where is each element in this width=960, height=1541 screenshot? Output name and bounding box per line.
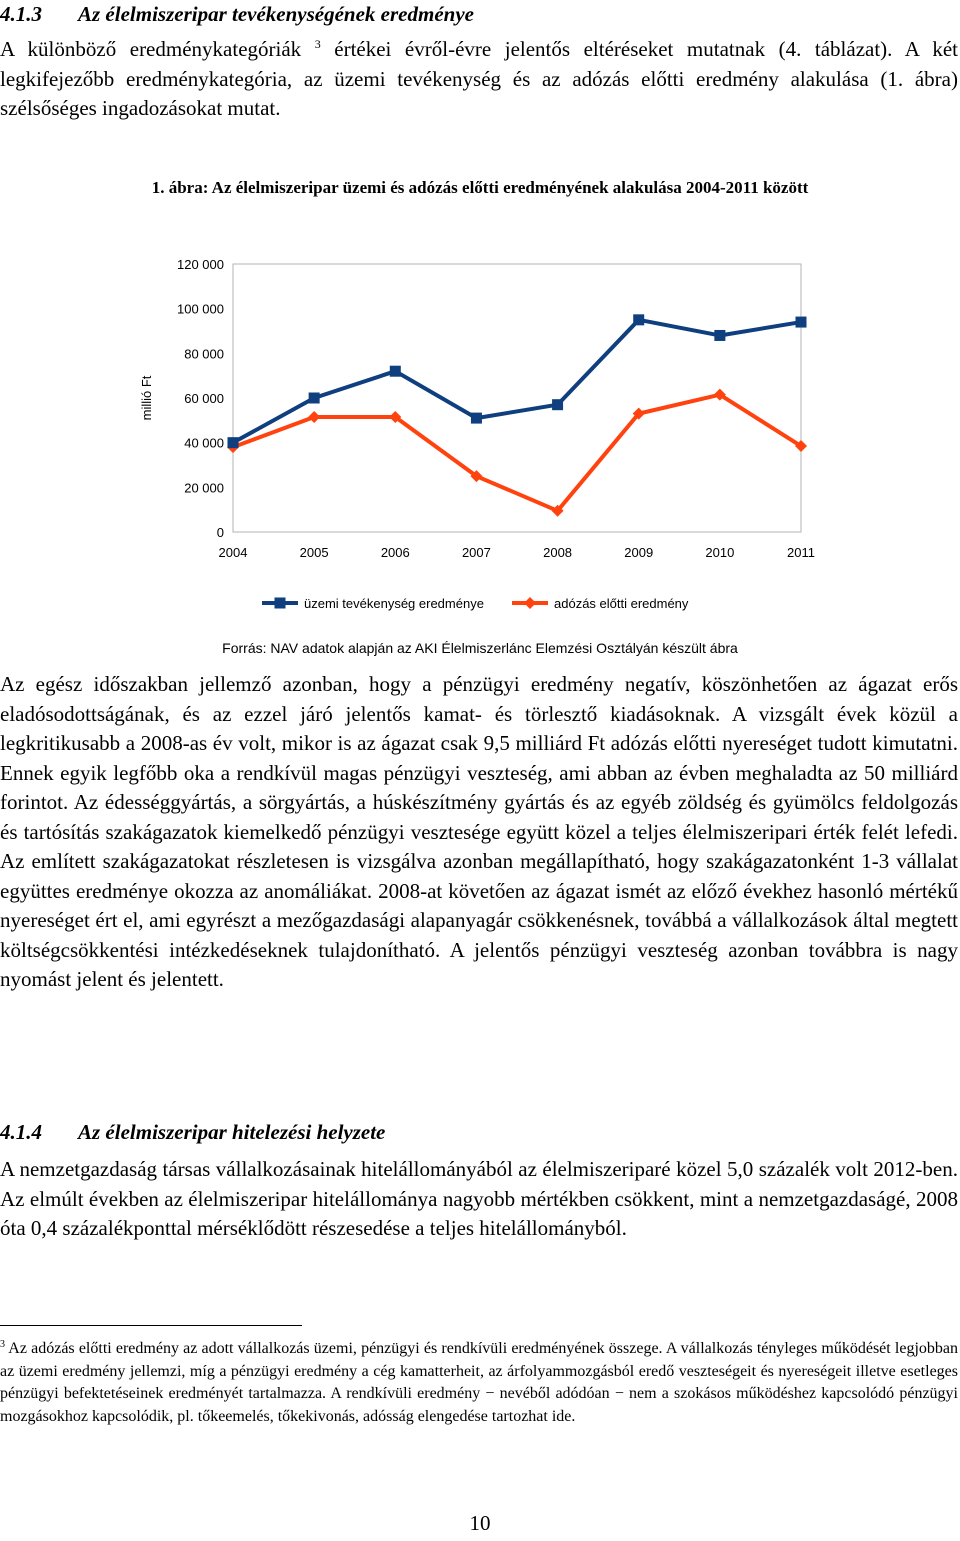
- y-axis-label: millió Ft: [139, 375, 154, 421]
- paragraph-financial-result: Az egész időszakban jellemző azonban, hogy a pénzügyi eredmény negatív, köszönhetően az ágazat erős eladósodottságának, és az ezzel járó jelentős kamat- és törlesztő kiadásoknak. A vizsgált évek közül a legkritikusabb a 2008-as év volt, mikor is az ágazat csak 9,5 milliárd Ft adózás előtti nyereséget tudott kimutatni. Ennek egyik legfőbb oka a rendkívül magas pénzügyi veszteség, ami abban az évben meghaladta az 50 milliárd forintot. Az édességgyártás, a sörgyártás, a húskészítmény gyártás és az egyéb zöldség és gyümölcs feldolgozás és tartósítás szakágazatok kiemelkedő pénzügyi vesztesége együtt közel a teljes élelmiszeripari érték felét lefedi. Az említett szakágazatokat részletesen is vizsgálva azonban megállapítható, hogy szakágazatonként 1-3 vállalat együttes eredménye okozza az anomáliákat. 2008-at követően az ágazat ismét az előző évekhez hasonló mértékű nyereséget ért el, ami egyrészt a mezőgazdasági alapanyagár csökkenésnek, továbbá a vállalkozások által megtett költségcsökkentési intézkedéseknek tulajdonítható. A jelentős pénzügyi veszteség azonban továbbra is nagy nyomást jelent és jelentett.: [0, 672, 958, 991]
- data-point: [471, 413, 482, 424]
- data-point: [228, 437, 239, 448]
- figure-caption: 1. ábra: Az élelmiszeripar üzemi és adózás előtti eredményének alakulása 2004-2011 között: [151, 178, 809, 197]
- y-tick-label: 0: [216, 525, 224, 540]
- legend-label: üzemi tevékenység eredménye: [304, 596, 484, 611]
- data-point: [796, 317, 807, 328]
- section-title: Az élelmiszeripar tevékenységének eredménye: [78, 2, 474, 26]
- figure-source: Forrás: NAV adatok alapján az AKI Élelmiszerlánc Elemzési Osztályán készült ábra: [222, 640, 738, 656]
- y-tick-label: 120 000: [177, 257, 224, 272]
- footnote-mark: 3: [0, 1339, 5, 1350]
- paragraph-intro-text: A különböző eredménykategóriák: [0, 37, 302, 61]
- footnote-reference[interactable]: 3: [314, 37, 321, 51]
- y-tick-label: 60 000: [184, 391, 224, 406]
- y-tick-label: 100 000: [177, 301, 224, 317]
- legend-label: adózás előtti eredmény: [554, 596, 689, 611]
- data-point: [633, 314, 644, 325]
- page-number: 10: [469, 1511, 491, 1535]
- x-tick-label: 2009: [624, 545, 654, 560]
- section-title: Az élelmiszeripar hitelezési helyzete: [78, 1120, 386, 1144]
- y-tick-label: 80 000: [184, 346, 224, 362]
- section-heading-4-1-3: [0, 2, 474, 26]
- data-point: [309, 393, 320, 404]
- x-tick-label: 2010: [705, 545, 735, 560]
- data-point: [714, 330, 725, 341]
- footnote: [0, 1338, 958, 1428]
- x-axis-tick-labels: [219, 545, 815, 560]
- legend-marker: [524, 597, 536, 609]
- x-tick-label: 2007: [461, 545, 491, 560]
- section-number: 4.1.4: [0, 1120, 42, 1144]
- paragraph-intro: [0, 35, 958, 124]
- x-tick-label: 2008: [543, 545, 573, 560]
- data-point: [308, 411, 320, 423]
- legend-item: [262, 596, 484, 611]
- legend-marker: [275, 598, 286, 609]
- y-axis-tick-labels: [177, 257, 224, 540]
- paragraph-intro-text-rest: értékei évről-évre jelentős eltéréseket mutatnak (4. táblázat). A két legkifejezőbb eredménykategória, az üzemi tevékenység és az adózás előtti eredmény alakulása (1. ábra) szélsőséges ingadozásokat mutat.: [0, 37, 959, 120]
- section-number: 4.1.3: [0, 2, 42, 26]
- series-2: [227, 389, 807, 517]
- data-point: [390, 366, 401, 377]
- paragraph-credit: A nemzetgazdaság társas vállalkozásainak hitelállományából az élelmiszeriparé közel 5,0 százalék volt 2012-ben. Az elmúlt években az élelmiszeripar hitelállománya nagyobb mértékben csökkent, mint a nemzetgazdaságé, 2008 óta 0,4 százalékponttal mérséklődött részesedése a teljes hitelállományból.: [0, 1157, 958, 1240]
- legend-item: [512, 596, 689, 611]
- y-tick-label: 20 000: [184, 480, 224, 496]
- x-tick-label: 2004: [218, 545, 248, 560]
- x-tick-label: 2011: [787, 545, 815, 560]
- footnote-separator: [0, 1325, 302, 1326]
- x-tick-label: 2005: [299, 545, 329, 560]
- chart-legend: [262, 596, 689, 611]
- series-1: [228, 314, 807, 448]
- data-point: [552, 399, 563, 410]
- section-heading-4-1-4: [0, 1120, 385, 1144]
- x-tick-label: 2006: [380, 545, 410, 560]
- chart-series: [227, 314, 807, 516]
- line-chart: [0, 235, 960, 630]
- y-tick-label: 40 000: [184, 435, 224, 451]
- footnote-text: Az adózás előtti eredmény az adott vállalkozás üzemi, pénzügyi és rendkívüli eredményének összege. A vállalkozás tényleges működését legjobban az üzemi eredmény jellemzi, míg a pénzügyi eredmény a cég kamatterheit, az árfolyammozgásból eredő veszteségeit és nyereségeit illetve esetleges pénzügyi befektetéseinek eredményét tartalmazza. A rendkívüli eredmény − nevéből adódóan − nem a szokásos működéshez kapcsolódó pénzügyi mozgásokhoz kapcsolódik, pl. tőkeemelés, tőkekivonás, adósság elengedése tartozhat ide.: [0, 1340, 958, 1425]
